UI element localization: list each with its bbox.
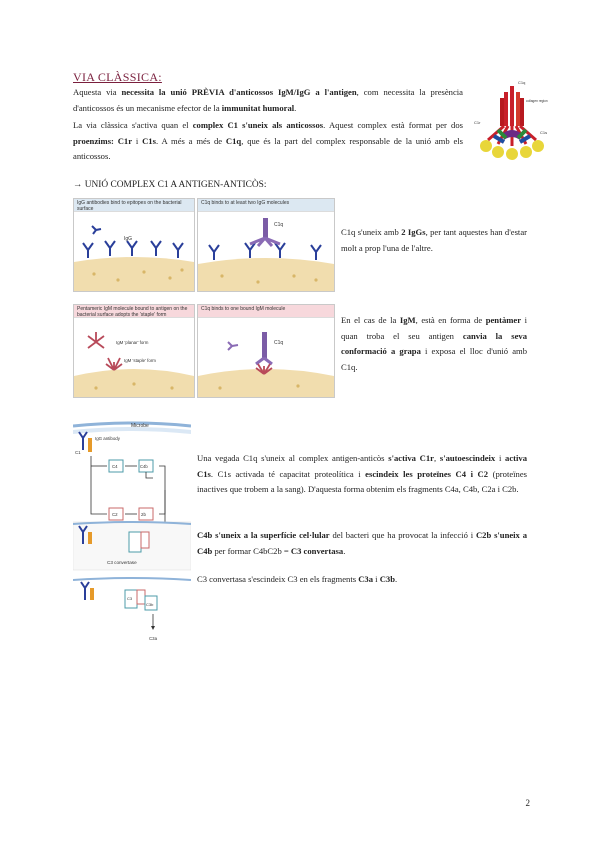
- c3-convertase-label: C3 convertase: [107, 560, 137, 565]
- c1-label: C1: [75, 450, 81, 455]
- c1q-igm-label: C1q: [274, 340, 284, 346]
- microbe-label: Microbe: [131, 423, 149, 429]
- section-heading: VIA CLÀSSICA:: [73, 70, 162, 84]
- cascade-paragraph-3: C3 convertasa s'escindeix C3 en els fragments C3a i C3b.: [197, 574, 398, 584]
- antibody-label: IgG antibody: [95, 436, 120, 441]
- c1q-igm-panel-title: C1q binds to one bound IgM molecule: [198, 305, 334, 318]
- igm-staple-label: IgM 'staple' form: [124, 358, 156, 363]
- c1r-label: C1r: [474, 120, 481, 125]
- c3b-label: C3b: [146, 602, 154, 607]
- c4b-label: C4b: [140, 464, 148, 469]
- c3-label: C3: [127, 596, 133, 601]
- c1q-igg-panel: [197, 198, 335, 292]
- c4-label: C4: [112, 464, 118, 469]
- igg-description: C1q s'uneix amb 2 IgGs, per tant aquestes han d'estar molt a prop l'una de l'altre.: [341, 227, 527, 253]
- page-number: 2: [525, 798, 530, 808]
- c1s-label: C1s: [540, 130, 548, 135]
- cascade-paragraph-1: Una vegada C1q s'uneix al complex antigen-anticòs s'activa C1r, s'autoescindeix i activa C1s. C1s activada té capacitat proteolítica i escindeix les proteïnes C4 i C2 (proteïnes inactives que trobem a la sang). D'aquesta forma obtenim els fragments C4a, C4b, C2a i C2b.: [197, 453, 528, 495]
- igm-staple-panel-title: Pentameric IgM molecule bound to antigen on the bacterial surface adopts the 'staple' form: [74, 305, 194, 318]
- c2-label: C2: [112, 512, 118, 517]
- igg-label: IgG: [124, 236, 133, 242]
- igg-bind-panel: [73, 198, 195, 292]
- collagen-label: collagen region: [526, 99, 548, 103]
- c1q-igm-panel: [197, 304, 335, 398]
- c3a-label: C3a: [149, 636, 158, 641]
- intro-paragraph-2: La via clàssica s'activa quan el complex C1 s'uneix als anticossos. Aquest complex està format per dos proenzims: C1r i C1s. A més a més de C1q, que és la part del complex responsable de la unió amb els anticossos.: [73, 120, 463, 162]
- c1q-igg-panel-title: C1q binds to at least two IgG molecules: [198, 199, 334, 212]
- igm-planar-label: IgM 'planar' form: [116, 340, 149, 345]
- c1-complex-figure: [474, 78, 554, 168]
- intro-paragraph-1: Aquesta via necessita la unió PRÈVIA d'anticossos IgM/IgG a l'antigen, com necessita la presència d'anticossos és un mecanisme efector de la immunitat humoral.: [73, 87, 463, 113]
- c1q-igg-label: C1q: [274, 222, 284, 228]
- igm-staple-panel: [73, 304, 195, 398]
- cascade-paragraph-2: C4b s'uneix a la superfície cel·lular del bacteri que ha provocat la infecció i C2b s'uneix a C4b per formar C4bC2b = C3 convertasa.: [197, 530, 527, 556]
- igm-description: En el cas de la IgM, està en forma de pentàmer i quan troba el seu antigen canvia la seva conformació a grapa i exposa el lloc d'unió amb C1q.: [341, 315, 528, 372]
- igg-bind-panel-title: IgG antibodies bind to epitopes on the bacterial surface: [74, 199, 194, 212]
- c1q-top-label: C1q: [518, 80, 526, 85]
- c2b-label: 2b: [141, 512, 146, 517]
- subheading: → UNIÓ COMPLEX C1 A ANTIGEN-ANTICÒS:: [73, 180, 267, 190]
- classical-cascade-figure: [73, 418, 191, 650]
